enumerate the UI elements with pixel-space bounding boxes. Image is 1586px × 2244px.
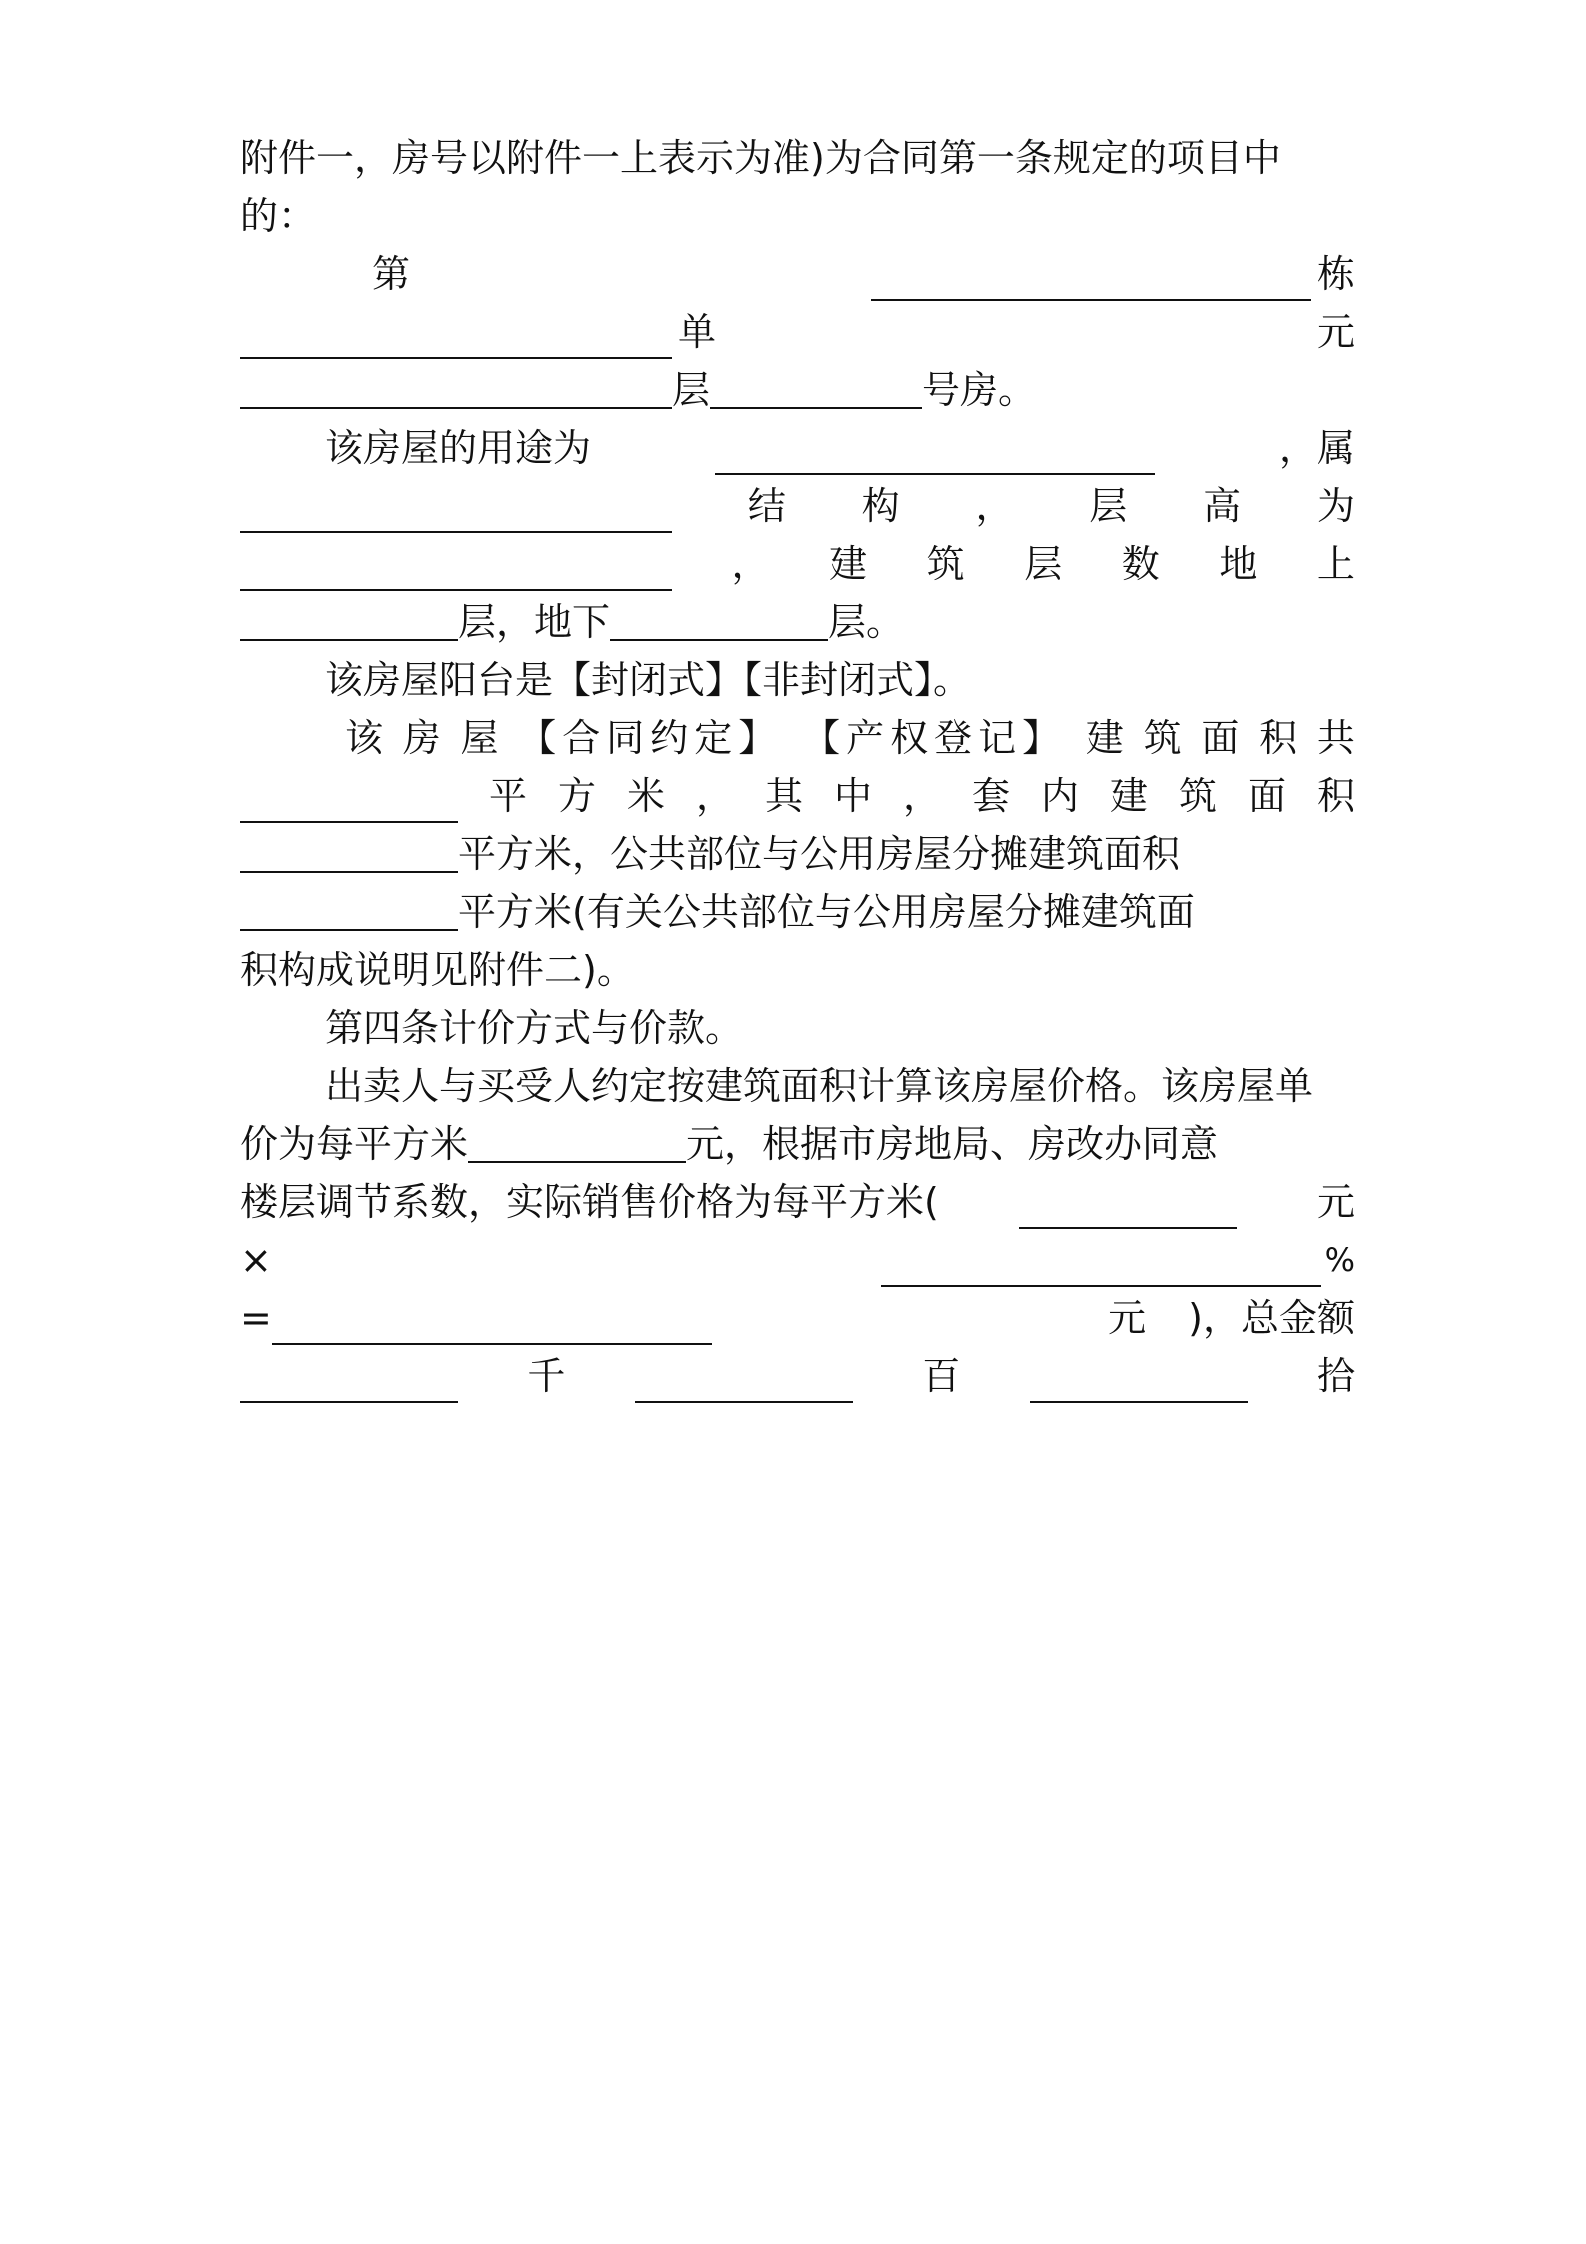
- area-char-5: 筑: [1143, 716, 1182, 760]
- height-char-2: 高: [1203, 484, 1242, 528]
- line-22: [240, 1341, 1355, 1411]
- line-13-text: 平方米，公共部位与公用房屋分摊建筑面积: [458, 832, 1181, 876]
- above-ground-floors-blank[interactable]: [240, 587, 458, 641]
- sqm-char-3: 米: [626, 774, 665, 818]
- total-char-3: 额: [1316, 1296, 1355, 1340]
- total-char-1: 总: [1240, 1296, 1279, 1340]
- line-15: 积构成说明见附件二)。: [240, 948, 635, 992]
- structure-char-1: 结: [747, 484, 786, 528]
- contract-agreed-option: 【合同约定】: [518, 716, 783, 760]
- height-comma: ，: [731, 542, 770, 586]
- inner-area-char-4: 筑: [1178, 774, 1217, 818]
- actual-price-label: 楼层调节系数，实际销售价格为每平方米(: [240, 1180, 939, 1224]
- sqm-comma: ，: [695, 774, 734, 818]
- among-comma: ，: [902, 774, 941, 818]
- structure-blank[interactable]: [240, 479, 672, 533]
- inner-area-blank[interactable]: [240, 819, 458, 873]
- tens-label: 拾: [1316, 1354, 1355, 1398]
- among-char-1: 其: [764, 774, 803, 818]
- floors-char-5: 地: [1219, 542, 1258, 586]
- unit-price-blank[interactable]: [468, 1109, 686, 1163]
- area-char-3: 屋: [460, 716, 499, 760]
- actual-price-unit: 元: [1316, 1180, 1355, 1224]
- line-10-balcony: 该房屋阳台是【封闭式】【非封闭式】。: [325, 658, 972, 702]
- room-number-blank[interactable]: [710, 355, 922, 409]
- floor-number-blank[interactable]: [240, 355, 672, 409]
- multiply-sign: ×: [240, 1238, 272, 1282]
- sqm-char-2: 方: [557, 774, 596, 818]
- area-char-4: 建: [1085, 716, 1124, 760]
- unit-price-label: 价为每平方米: [240, 1122, 469, 1166]
- thousands-blank[interactable]: [240, 1349, 458, 1403]
- area-char-2: 房: [402, 716, 441, 760]
- line-17: 出卖人与买受人约定按建筑面积计算该房屋价格。该房屋单: [325, 1064, 1314, 1108]
- inner-area-char-2: 内: [1040, 774, 1079, 818]
- hundreds-blank[interactable]: [635, 1349, 853, 1403]
- coefficient-blank[interactable]: [881, 1233, 1321, 1287]
- inner-area-char-1: 套: [971, 774, 1010, 818]
- area-char-1: 该: [345, 716, 384, 760]
- building-unit-label: 栋: [1316, 252, 1355, 296]
- thousands-label: 千: [527, 1354, 566, 1398]
- room-label: 号房。: [922, 368, 1037, 412]
- structure-char-2: 构: [861, 484, 900, 528]
- shared-area-blank[interactable]: [240, 877, 458, 931]
- total-char-2: 金: [1278, 1296, 1317, 1340]
- unit-label-b: 元: [1316, 310, 1355, 354]
- unit-price-suffix: 元，根据市房地局、房改办同意: [686, 1122, 1219, 1166]
- line-2: 的：: [240, 194, 317, 238]
- close-paren: )，: [1188, 1296, 1241, 1340]
- sqm-char-1: 平: [488, 774, 527, 818]
- tens-blank[interactable]: [1030, 1349, 1248, 1403]
- unit-number-blank[interactable]: [240, 305, 672, 359]
- inner-area-char-5: 面: [1247, 774, 1286, 818]
- final-price-unit: 元: [1108, 1296, 1147, 1340]
- final-price-blank[interactable]: [272, 1291, 712, 1345]
- area-char-7: 积: [1259, 716, 1298, 760]
- line-14-text: 平方米(有关公共部位与公用房屋分摊建筑面: [458, 890, 1195, 934]
- inner-area-char-6: 积: [1316, 774, 1355, 818]
- floor-label: 层: [672, 368, 711, 412]
- height-char-3: 为: [1316, 484, 1355, 528]
- floors-char-2: 筑: [926, 542, 965, 586]
- area-char-8: 共: [1316, 716, 1355, 760]
- among-char-2: 中: [833, 774, 872, 818]
- line-1: 附件一，房号以附件一上表示为准)为合同第一条规定的项目中: [240, 136, 1281, 180]
- structure-comma: ，: [975, 484, 1014, 528]
- inner-area-char-3: 建: [1109, 774, 1148, 818]
- article-4-heading: 第四条计价方式与价款。: [325, 1006, 744, 1050]
- floors-char-6: 上: [1316, 542, 1355, 586]
- usage-suffix: ，属: [1278, 426, 1355, 470]
- floors-char-1: 建: [829, 542, 868, 586]
- underground-floors-blank[interactable]: [610, 587, 828, 641]
- unit-label-a: 单: [678, 310, 717, 354]
- hundreds-label: 百: [922, 1354, 961, 1398]
- area-char-6: 面: [1201, 716, 1240, 760]
- actual-price-blank[interactable]: [1019, 1175, 1237, 1229]
- height-blank[interactable]: [240, 537, 672, 591]
- floors-char-4: 数: [1121, 542, 1160, 586]
- underground-label: 层，地下: [458, 600, 611, 644]
- underground-suffix: 层。: [828, 600, 905, 644]
- property-registration-option: 【产权登记】: [802, 716, 1067, 760]
- building-number-blank[interactable]: [871, 247, 1311, 301]
- equals-sign: =: [240, 1296, 272, 1340]
- height-char-1: 层: [1089, 484, 1128, 528]
- percent-sign: %: [1324, 1241, 1355, 1279]
- usage-label: 该房屋的用途为: [325, 426, 592, 470]
- floors-char-3: 层: [1024, 542, 1063, 586]
- building-label: 第: [372, 252, 411, 296]
- total-area-blank[interactable]: [240, 769, 458, 823]
- usage-blank[interactable]: [715, 421, 1155, 475]
